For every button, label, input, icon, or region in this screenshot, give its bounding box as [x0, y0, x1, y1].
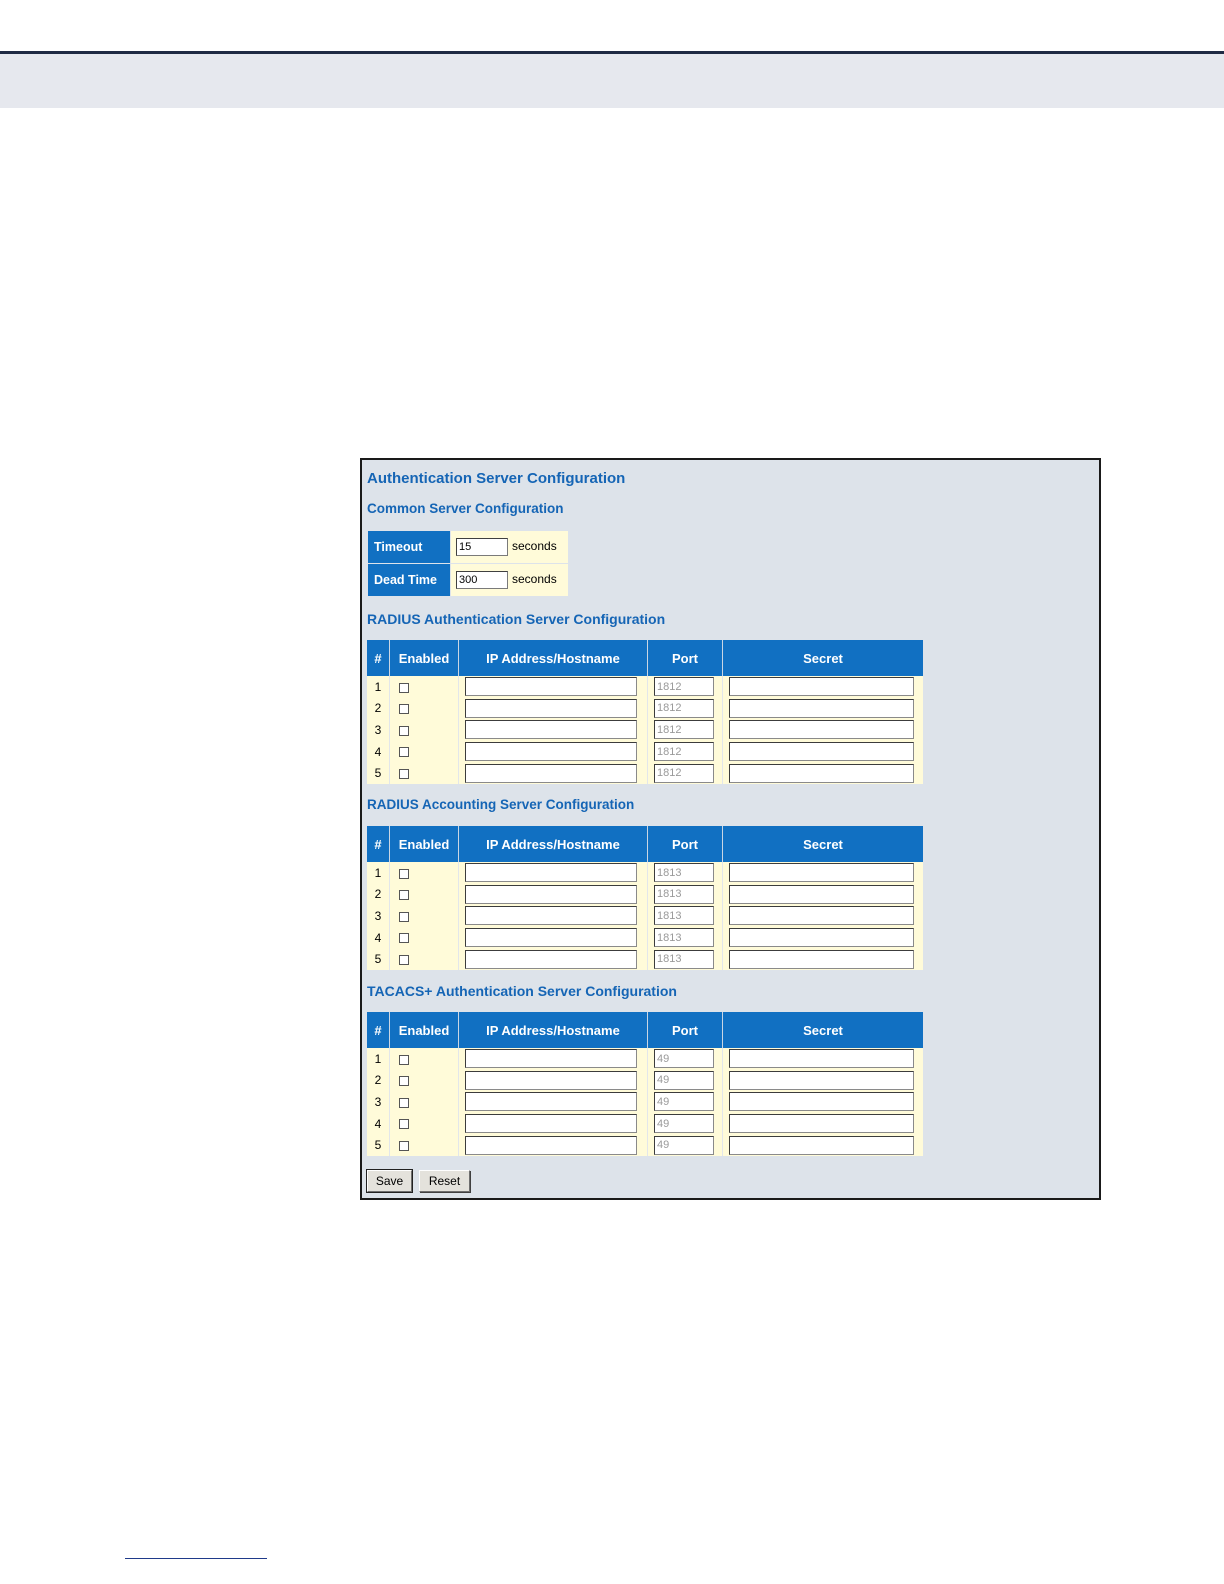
table-row — [367, 741, 923, 763]
tacacs-auth-table — [367, 1012, 923, 1156]
col-header-enabled: Enabled — [390, 640, 459, 676]
radius-auth-heading: RADIUS Authentication Server Configuration — [367, 611, 666, 627]
dead-time-input[interactable] — [456, 571, 508, 589]
enabled-checkbox[interactable] — [399, 704, 409, 714]
port-input[interactable] — [654, 906, 714, 925]
port-cell — [648, 948, 723, 970]
port-cell — [648, 927, 723, 949]
enabled-checkbox[interactable] — [399, 726, 409, 736]
port-cell — [648, 1070, 723, 1092]
table-row — [367, 927, 923, 949]
secret-cell — [723, 676, 924, 698]
row-number: 1 — [367, 1048, 390, 1070]
secret-cell — [723, 1113, 924, 1135]
row-number: 2 — [367, 1070, 390, 1092]
ip-address-input[interactable] — [465, 1071, 637, 1090]
enabled-cell — [390, 1091, 459, 1113]
col-header-port: Port — [648, 1012, 723, 1048]
port-input[interactable] — [654, 699, 714, 718]
port-input[interactable] — [654, 720, 714, 739]
enabled-checkbox[interactable] — [399, 769, 409, 779]
table-row — [367, 862, 923, 884]
enabled-checkbox[interactable] — [399, 683, 409, 693]
ip-address-input[interactable] — [465, 928, 637, 947]
secret-cell — [723, 719, 924, 741]
table-row — [367, 1048, 923, 1070]
port-input[interactable] — [654, 1049, 714, 1068]
ip-cell — [459, 719, 648, 741]
ip-cell — [459, 948, 648, 970]
row-number: 2 — [367, 884, 390, 906]
ip-cell — [459, 905, 648, 927]
enabled-checkbox[interactable] — [399, 1098, 409, 1108]
port-input[interactable] — [654, 1071, 714, 1090]
row-number: 4 — [367, 1113, 390, 1135]
col-header-enabled: Enabled — [390, 826, 459, 862]
ip-address-input[interactable] — [465, 764, 637, 783]
col-header-number: # — [367, 826, 390, 862]
row-number: 5 — [367, 762, 390, 784]
col-header-ip: IP Address/Hostname — [459, 1012, 648, 1048]
row-number: 2 — [367, 698, 390, 720]
col-header-secret: Secret — [723, 1012, 924, 1048]
ip-address-input[interactable] — [465, 950, 637, 969]
col-header-enabled: Enabled — [390, 1012, 459, 1048]
col-header-number: # — [367, 1012, 390, 1048]
col-header-number: # — [367, 640, 390, 676]
enabled-cell — [390, 1113, 459, 1135]
secret-cell — [723, 741, 924, 763]
auth-server-config-panel — [360, 458, 1101, 1200]
ip-cell — [459, 927, 648, 949]
port-input[interactable] — [654, 1092, 714, 1111]
common-config-heading: Common Server Configuration — [367, 501, 564, 516]
enabled-cell — [390, 948, 459, 970]
ip-address-input[interactable] — [465, 1114, 637, 1133]
enabled-cell — [390, 762, 459, 784]
ip-address-input[interactable] — [465, 1092, 637, 1111]
secret-input[interactable] — [729, 885, 914, 904]
secret-input[interactable] — [729, 720, 914, 739]
secret-input[interactable] — [729, 928, 914, 947]
port-cell — [648, 905, 723, 927]
dead-time-cell — [451, 564, 568, 596]
timeout-row — [368, 531, 568, 563]
port-input[interactable] — [654, 1136, 714, 1155]
row-number: 5 — [367, 1134, 390, 1156]
port-cell — [648, 676, 723, 698]
port-input[interactable] — [654, 1114, 714, 1133]
secret-input[interactable] — [729, 906, 914, 925]
row-number: 4 — [367, 927, 390, 949]
enabled-cell — [390, 698, 459, 720]
row-number: 5 — [367, 948, 390, 970]
ip-cell — [459, 862, 648, 884]
table-row — [367, 948, 923, 970]
secret-cell — [723, 1134, 924, 1156]
enabled-cell — [390, 862, 459, 884]
col-header-secret: Secret — [723, 826, 924, 862]
col-header-port: Port — [648, 640, 723, 676]
port-cell — [648, 1113, 723, 1135]
enabled-checkbox[interactable] — [399, 890, 409, 900]
secret-input[interactable] — [729, 1092, 914, 1111]
ip-address-input[interactable] — [465, 677, 637, 696]
table-row — [367, 1113, 923, 1135]
dead-time-unit: seconds — [512, 572, 557, 586]
ip-address-input[interactable] — [465, 699, 637, 718]
secret-cell — [723, 884, 924, 906]
row-number: 4 — [367, 741, 390, 763]
secret-cell — [723, 948, 924, 970]
secret-cell — [723, 905, 924, 927]
table-row — [367, 1134, 923, 1156]
ip-address-input[interactable] — [465, 1136, 637, 1155]
enabled-cell — [390, 1134, 459, 1156]
port-cell — [648, 741, 723, 763]
ip-cell — [459, 1070, 648, 1092]
secret-cell — [723, 762, 924, 784]
port-input[interactable] — [654, 928, 714, 947]
port-cell — [648, 1134, 723, 1156]
secret-cell — [723, 862, 924, 884]
tacacs-auth-heading: TACACS+ Authentication Server Configuration — [367, 983, 677, 999]
port-input[interactable] — [654, 764, 714, 783]
ip-cell — [459, 676, 648, 698]
port-cell — [648, 862, 723, 884]
port-cell — [648, 762, 723, 784]
port-cell — [648, 1048, 723, 1070]
enabled-checkbox[interactable] — [399, 1119, 409, 1129]
table-row — [367, 762, 923, 784]
row-number: 3 — [367, 1091, 390, 1113]
enabled-checkbox[interactable] — [399, 933, 409, 943]
port-cell — [648, 884, 723, 906]
enabled-checkbox[interactable] — [399, 1141, 409, 1151]
col-header-port: Port — [648, 826, 723, 862]
enabled-cell — [390, 719, 459, 741]
common-config-table — [367, 530, 569, 597]
secret-cell — [723, 1070, 924, 1092]
secret-input[interactable] — [729, 950, 914, 969]
row-number: 3 — [367, 719, 390, 741]
ip-cell — [459, 1048, 648, 1070]
timeout-input[interactable] — [456, 538, 508, 556]
ip-cell — [459, 884, 648, 906]
port-input[interactable] — [654, 677, 714, 696]
table-row — [367, 884, 923, 906]
ip-address-input[interactable] — [465, 1049, 637, 1068]
secret-input[interactable] — [729, 1071, 914, 1090]
secret-input[interactable] — [729, 742, 914, 761]
secret-input[interactable] — [729, 1049, 914, 1068]
enabled-checkbox[interactable] — [399, 869, 409, 879]
col-header-secret: Secret — [723, 640, 924, 676]
port-cell — [648, 1091, 723, 1113]
radius-acct-table — [367, 826, 923, 970]
ip-address-input[interactable] — [465, 742, 637, 761]
row-number: 3 — [367, 905, 390, 927]
ip-cell — [459, 1113, 648, 1135]
secret-input[interactable] — [729, 764, 914, 783]
secret-cell — [723, 698, 924, 720]
table-row — [367, 698, 923, 720]
reset-button[interactable]: Reset — [419, 1170, 470, 1192]
timeout-unit: seconds — [512, 539, 557, 553]
enabled-checkbox[interactable] — [399, 1055, 409, 1065]
table-header-row — [367, 1012, 923, 1048]
enabled-checkbox[interactable] — [399, 1076, 409, 1086]
table-row — [367, 719, 923, 741]
enabled-cell — [390, 884, 459, 906]
ip-address-input[interactable] — [465, 906, 637, 925]
panel-title: Authentication Server Configuration — [367, 470, 626, 487]
secret-input[interactable] — [729, 1136, 914, 1155]
enabled-cell — [390, 741, 459, 763]
timeout-label: Timeout — [368, 531, 450, 563]
dead-time-label: Dead Time — [368, 564, 450, 596]
enabled-cell — [390, 1070, 459, 1092]
table-row — [367, 905, 923, 927]
secret-input[interactable] — [729, 863, 914, 882]
enabled-checkbox[interactable] — [399, 747, 409, 757]
radius-acct-heading: RADIUS Accounting Server Configuration — [367, 797, 635, 812]
port-input[interactable] — [654, 742, 714, 761]
table-header-row — [367, 640, 923, 676]
enabled-cell — [390, 1048, 459, 1070]
ip-cell — [459, 698, 648, 720]
enabled-cell — [390, 905, 459, 927]
port-cell — [648, 698, 723, 720]
ip-address-input[interactable] — [465, 863, 637, 882]
enabled-cell — [390, 927, 459, 949]
footer-link-underline — [125, 1558, 267, 1559]
port-input[interactable] — [654, 863, 714, 882]
enabled-checkbox[interactable] — [399, 912, 409, 922]
dead-time-row — [368, 564, 568, 596]
secret-input[interactable] — [729, 699, 914, 718]
port-cell — [648, 719, 723, 741]
port-input[interactable] — [654, 950, 714, 969]
table-row — [367, 1091, 923, 1113]
enabled-checkbox[interactable] — [399, 955, 409, 965]
secret-input[interactable] — [729, 677, 914, 696]
ip-cell — [459, 762, 648, 784]
secret-cell — [723, 1091, 924, 1113]
col-header-ip: IP Address/Hostname — [459, 826, 648, 862]
ip-address-input[interactable] — [465, 720, 637, 739]
save-button[interactable]: Save — [367, 1170, 412, 1192]
row-number: 1 — [367, 676, 390, 698]
table-header-row — [367, 826, 923, 862]
ip-cell — [459, 1134, 648, 1156]
table-row — [367, 676, 923, 698]
ip-address-input[interactable] — [465, 885, 637, 904]
secret-input[interactable] — [729, 1114, 914, 1133]
timeout-cell — [451, 531, 568, 563]
port-input[interactable] — [654, 885, 714, 904]
ip-cell — [459, 1091, 648, 1113]
ip-cell — [459, 741, 648, 763]
radius-auth-table — [367, 640, 923, 784]
secret-cell — [723, 927, 924, 949]
table-row — [367, 1070, 923, 1092]
page-header-band — [0, 54, 1224, 108]
enabled-cell — [390, 676, 459, 698]
secret-cell — [723, 1048, 924, 1070]
row-number: 1 — [367, 862, 390, 884]
col-header-ip: IP Address/Hostname — [459, 640, 648, 676]
